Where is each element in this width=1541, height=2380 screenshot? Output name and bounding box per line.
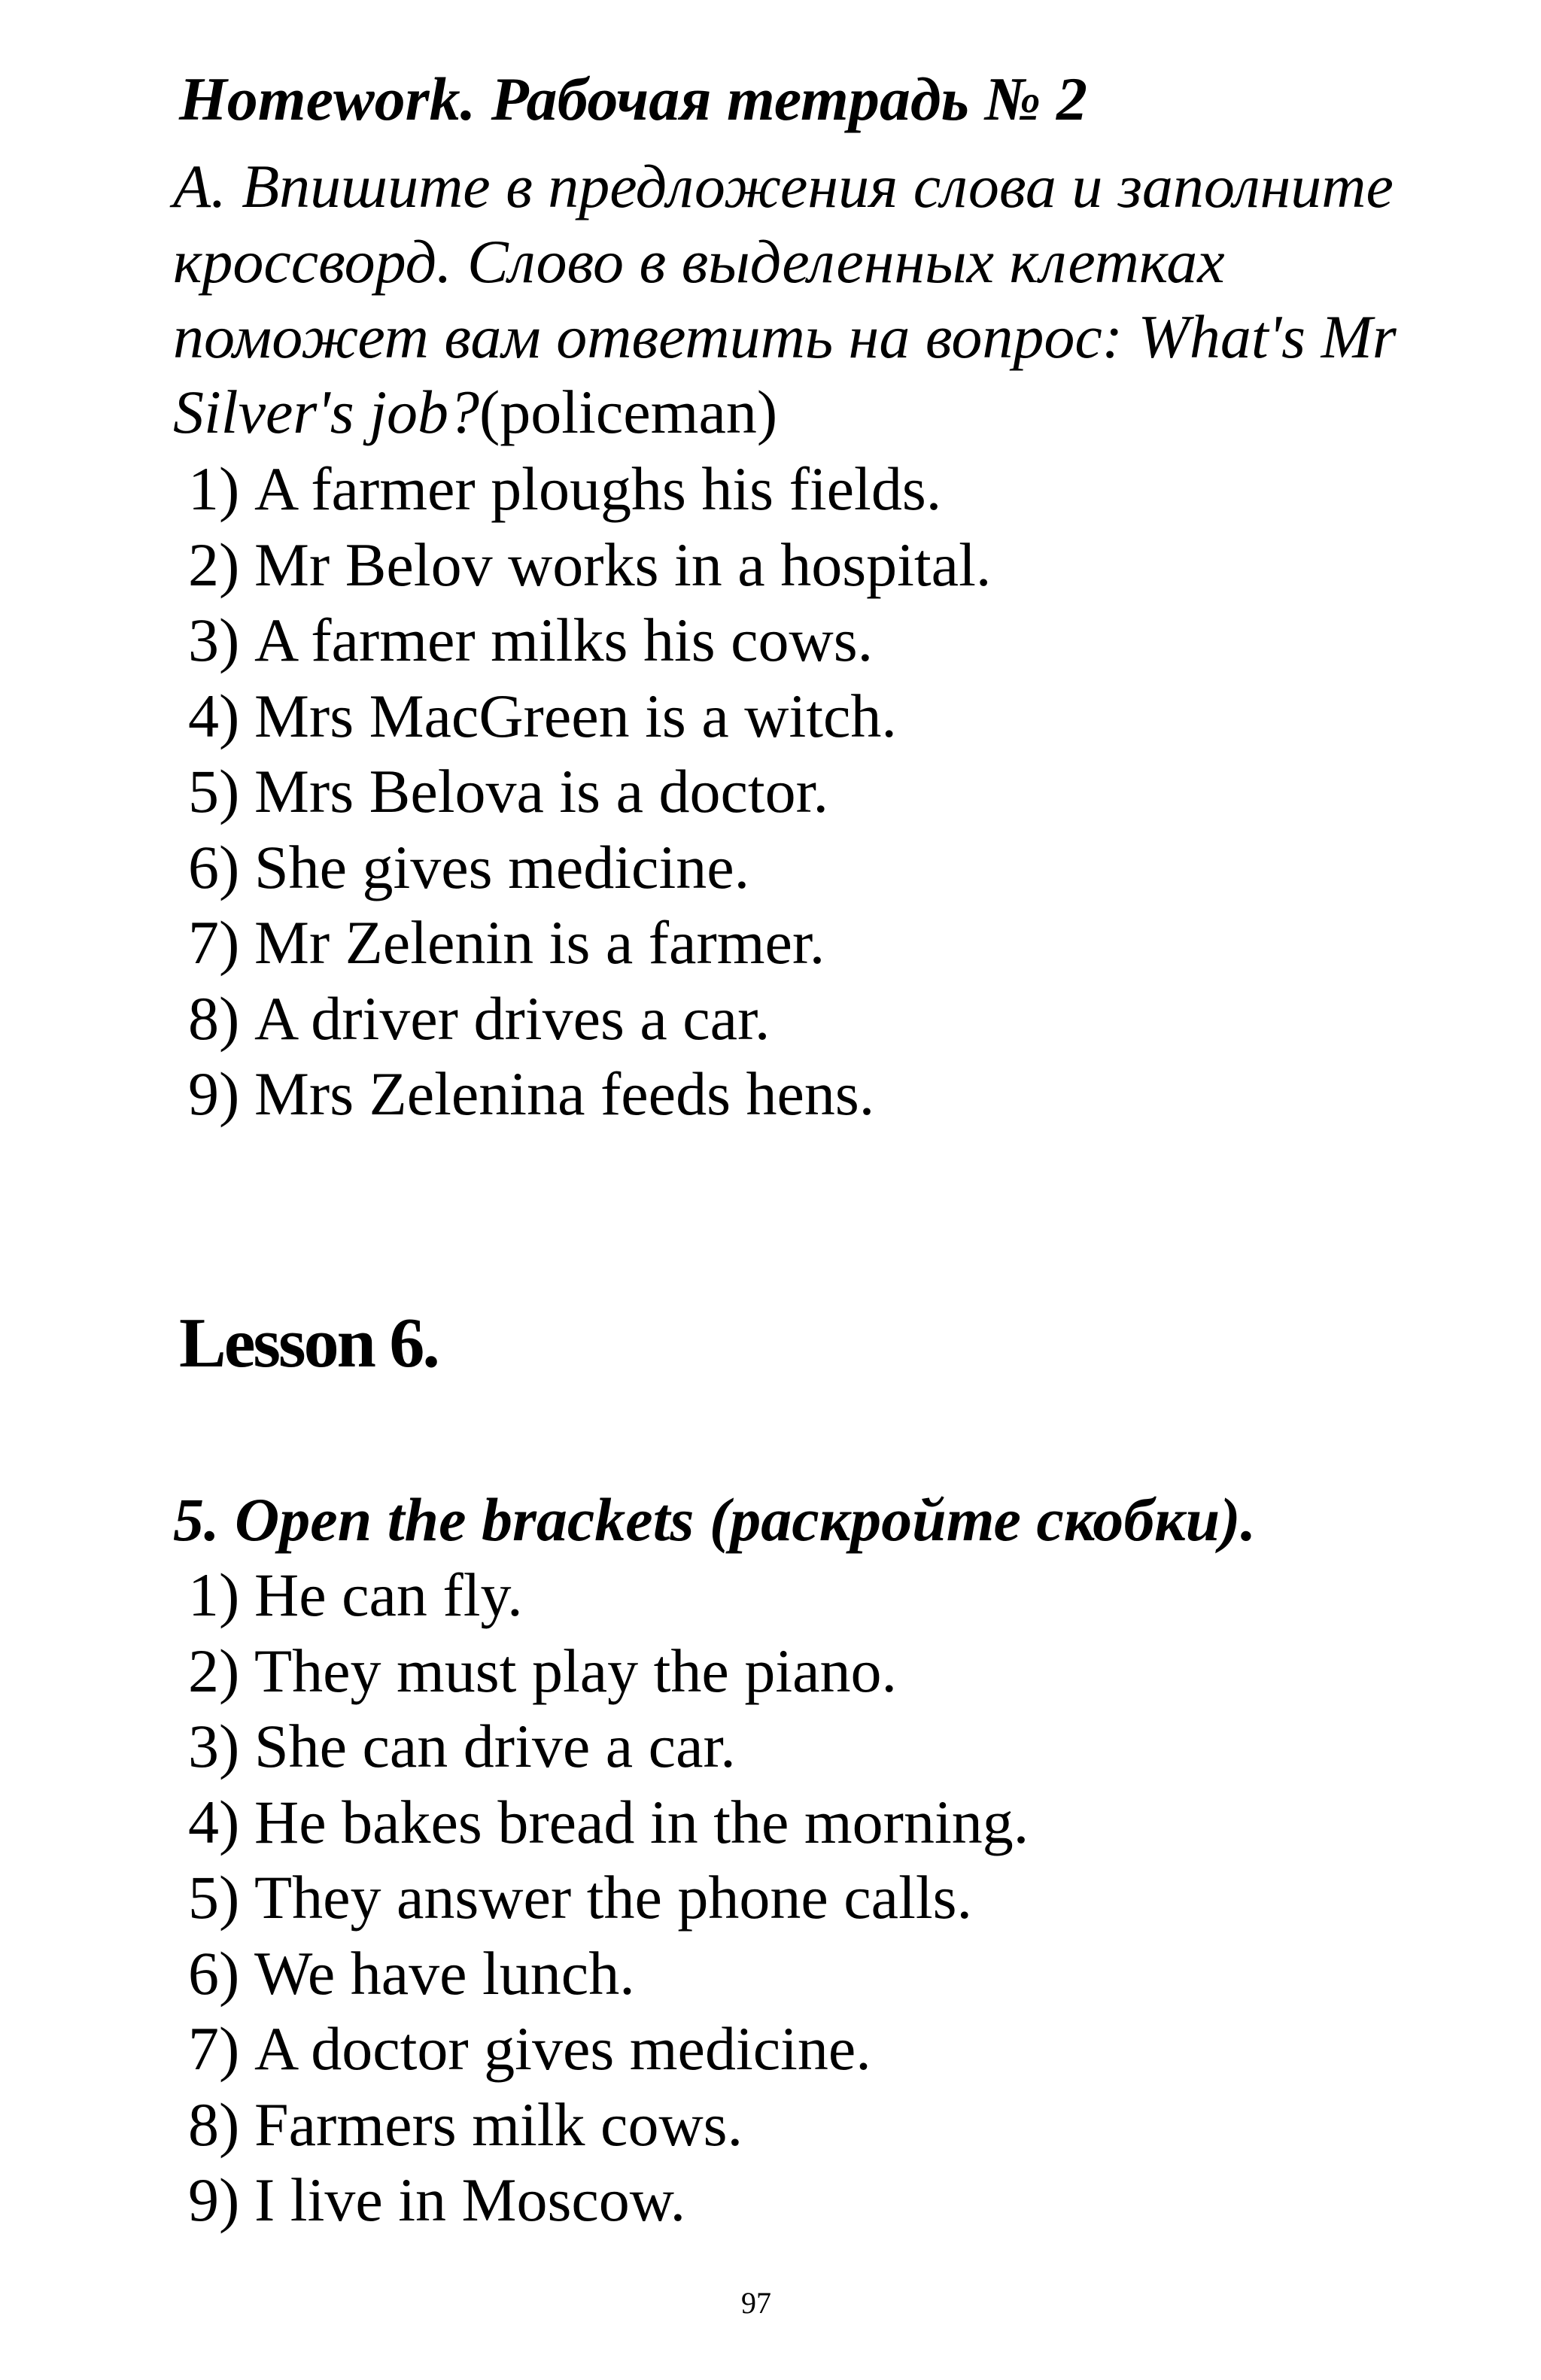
list-item xyxy=(188,905,991,981)
page-number: 97 xyxy=(741,2286,771,2320)
list-item xyxy=(188,1558,1029,1634)
list-item xyxy=(188,1056,991,1132)
item-number: 2) xyxy=(188,1636,240,1705)
item-text: Mr Zelenin is a farmer. xyxy=(254,908,825,977)
list-item xyxy=(188,527,991,603)
list-item xyxy=(188,1785,1029,1861)
item-text: A farmer ploughs his fields. xyxy=(254,454,942,523)
item-number: 5) xyxy=(188,757,240,825)
list-item xyxy=(188,679,991,755)
item-number: 5) xyxy=(188,1863,240,1932)
item-text: I live in Moscow. xyxy=(254,2166,686,2234)
item-text: Mrs MacGreen is a witch. xyxy=(254,681,897,750)
item-text: A doctor gives medicine. xyxy=(254,2014,871,2083)
list-item xyxy=(188,754,991,830)
item-number: 9) xyxy=(188,2166,240,2234)
item-text: We have lunch. xyxy=(254,1938,635,2008)
item-number: 1) xyxy=(188,454,240,523)
item-number: 8) xyxy=(188,983,240,1053)
task-5-list xyxy=(188,1558,1029,2239)
item-text: A driver drives a car. xyxy=(254,983,770,1053)
item-text: Mrs Belova is a doctor. xyxy=(254,757,828,825)
item-number: 3) xyxy=(188,1712,240,1780)
list-item xyxy=(188,2163,1029,2239)
item-text: Mr Belov works in a hospital. xyxy=(254,530,992,599)
list-item xyxy=(188,2087,1029,2163)
item-number: 3) xyxy=(188,606,240,674)
item-text: They answer the phone calls. xyxy=(254,1863,973,1932)
item-number: 1) xyxy=(188,1561,240,1629)
item-number: 8) xyxy=(188,2090,240,2159)
list-item xyxy=(188,2011,1029,2087)
list-item xyxy=(188,1936,1029,2012)
task-a-instruction-text: А. Впишите в предложения слова и заполните кроссворд. Слово в выделенных клетках поможет вам ответить на вопрос: What's Mr Silver's job? xyxy=(173,152,1397,446)
list-item xyxy=(188,603,991,679)
item-number: 2) xyxy=(188,530,240,599)
item-text: Farmers milk cows. xyxy=(254,2090,743,2159)
item-number: 7) xyxy=(188,2014,240,2083)
list-item xyxy=(188,1709,1029,1785)
item-number: 6) xyxy=(188,832,240,901)
task-5-instruction: 5. Open the brackets (раскройте скобки). xyxy=(173,1485,1257,1554)
list-item xyxy=(188,1860,1029,1936)
task-a-answer: (policeman) xyxy=(479,378,778,446)
item-text: He bakes bread in the morning. xyxy=(254,1787,1029,1856)
list-item xyxy=(188,451,991,527)
lesson-heading: Lesson 6. xyxy=(179,1304,438,1382)
task-a-list xyxy=(188,451,991,1132)
item-number: 6) xyxy=(188,1938,240,2008)
item-text: Mrs Zelenina feeds hens. xyxy=(254,1059,875,1128)
item-text: She can drive a car. xyxy=(254,1712,736,1780)
task-a-instruction xyxy=(173,149,1422,450)
homework-title: Homework. Рабочая тетрадь № 2 xyxy=(179,65,1088,133)
list-item xyxy=(188,981,991,1057)
item-number: 4) xyxy=(188,681,240,750)
list-item xyxy=(188,830,991,906)
item-number: 9) xyxy=(188,1059,240,1128)
item-number: 4) xyxy=(188,1787,240,1856)
item-text: A farmer milks his cows. xyxy=(254,606,874,674)
item-text: She gives medicine. xyxy=(254,832,750,901)
list-item xyxy=(188,1634,1029,1710)
item-number: 7) xyxy=(188,908,240,977)
item-text: They must play the piano. xyxy=(254,1636,897,1705)
item-text: He can fly. xyxy=(254,1561,523,1629)
